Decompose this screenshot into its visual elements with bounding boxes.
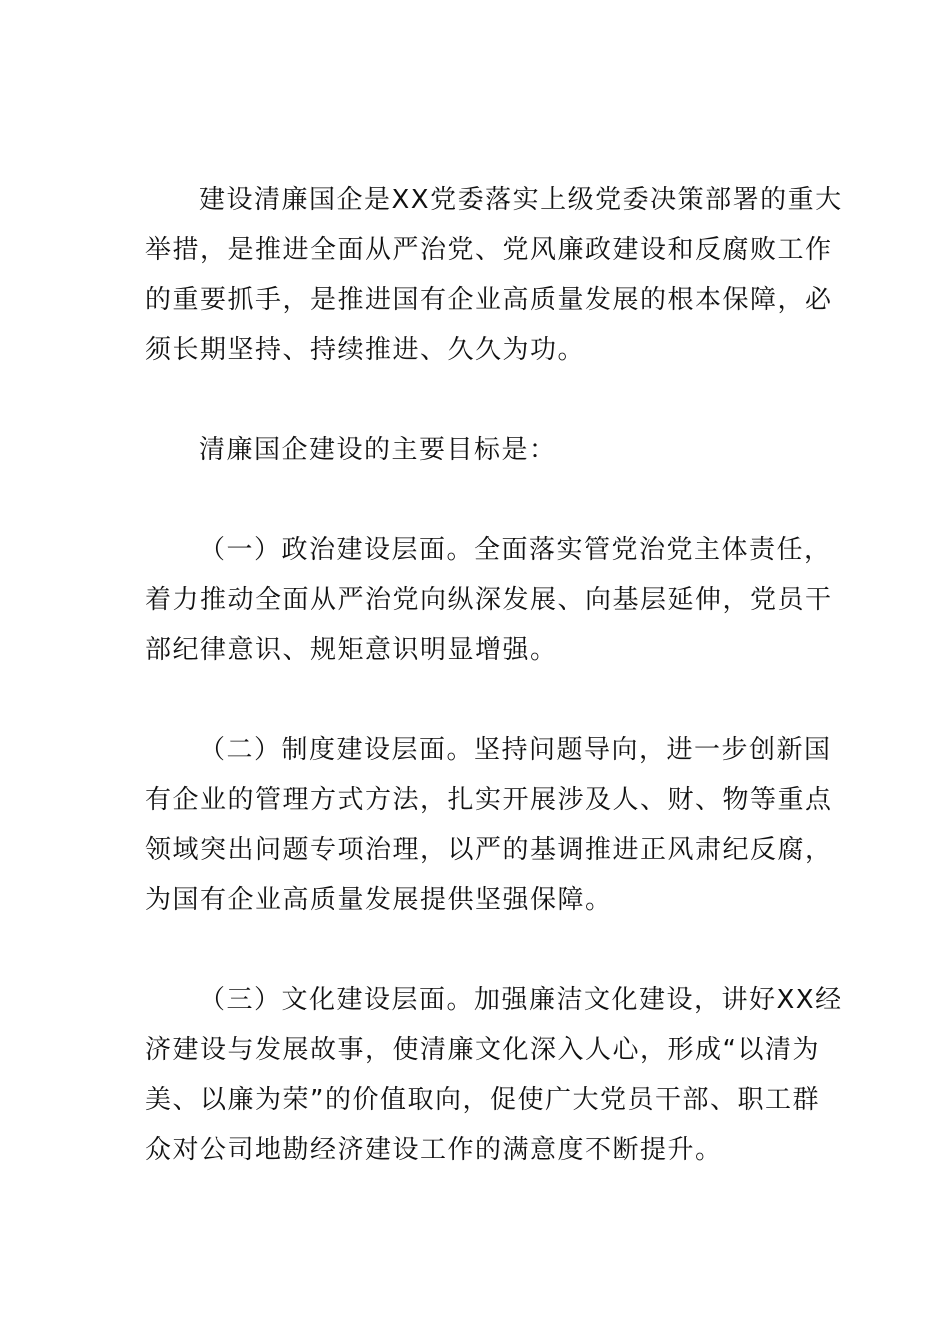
paragraph-line: 建设清廉国企是XX党委落实上级党委决策部署的重大 bbox=[199, 185, 843, 215]
paragraph-goals-heading bbox=[145, 425, 810, 475]
document-body bbox=[145, 175, 843, 1175]
paragraph-political bbox=[145, 525, 833, 675]
paragraph-line: 众对公司地勘经济建设工作的满意度不断提升。 bbox=[145, 1135, 723, 1165]
paragraph-line: 须长期坚持、持续推进、久久为功。 bbox=[145, 335, 586, 365]
paragraph-line: 举措，是推进全面从严治党、党风廉政建设和反腐败工作 bbox=[145, 235, 833, 265]
paragraph-line: 的重要抓手，是推进国有企业高质量发展的根本保障，必 bbox=[145, 285, 833, 315]
paragraph-line: （三）文化建设层面。加强廉洁文化建设，讲好XX经 bbox=[199, 985, 843, 1015]
paragraph-line: 济建设与发展故事，使清廉文化深入人心，形成“以清为 bbox=[145, 1035, 820, 1065]
paragraph-line: 部纪律意识、规矩意识明显增强。 bbox=[145, 635, 558, 665]
paragraph-line: 领域突出问题专项治理，以严的基调推进正风肃纪反腐， bbox=[145, 835, 833, 865]
paragraph-line: 着力推动全面从严治党向纵深发展、向基层延伸，党员干 bbox=[145, 585, 833, 615]
paragraph-line: 有企业的管理方式方法，扎实开展涉及人、财、物等重点 bbox=[145, 785, 833, 815]
paragraph-line: 美、以廉为荣”的价值取向，促使广大党员干部、职工群 bbox=[145, 1085, 820, 1115]
paragraph-institutional bbox=[145, 725, 833, 925]
paragraph-intro bbox=[145, 175, 843, 375]
paragraph-line: （一）政治建设层面。全面落实管党治党主体责任， bbox=[199, 535, 832, 565]
paragraph-line: 为国有企业高质量发展提供坚强保障。 bbox=[145, 885, 613, 915]
paragraph-line: 清廉国企建设的主要目标是： bbox=[199, 435, 557, 465]
paragraph-cultural bbox=[145, 975, 843, 1175]
paragraph-line: （二）制度建设层面。坚持问题导向，进一步创新国 bbox=[199, 735, 832, 765]
